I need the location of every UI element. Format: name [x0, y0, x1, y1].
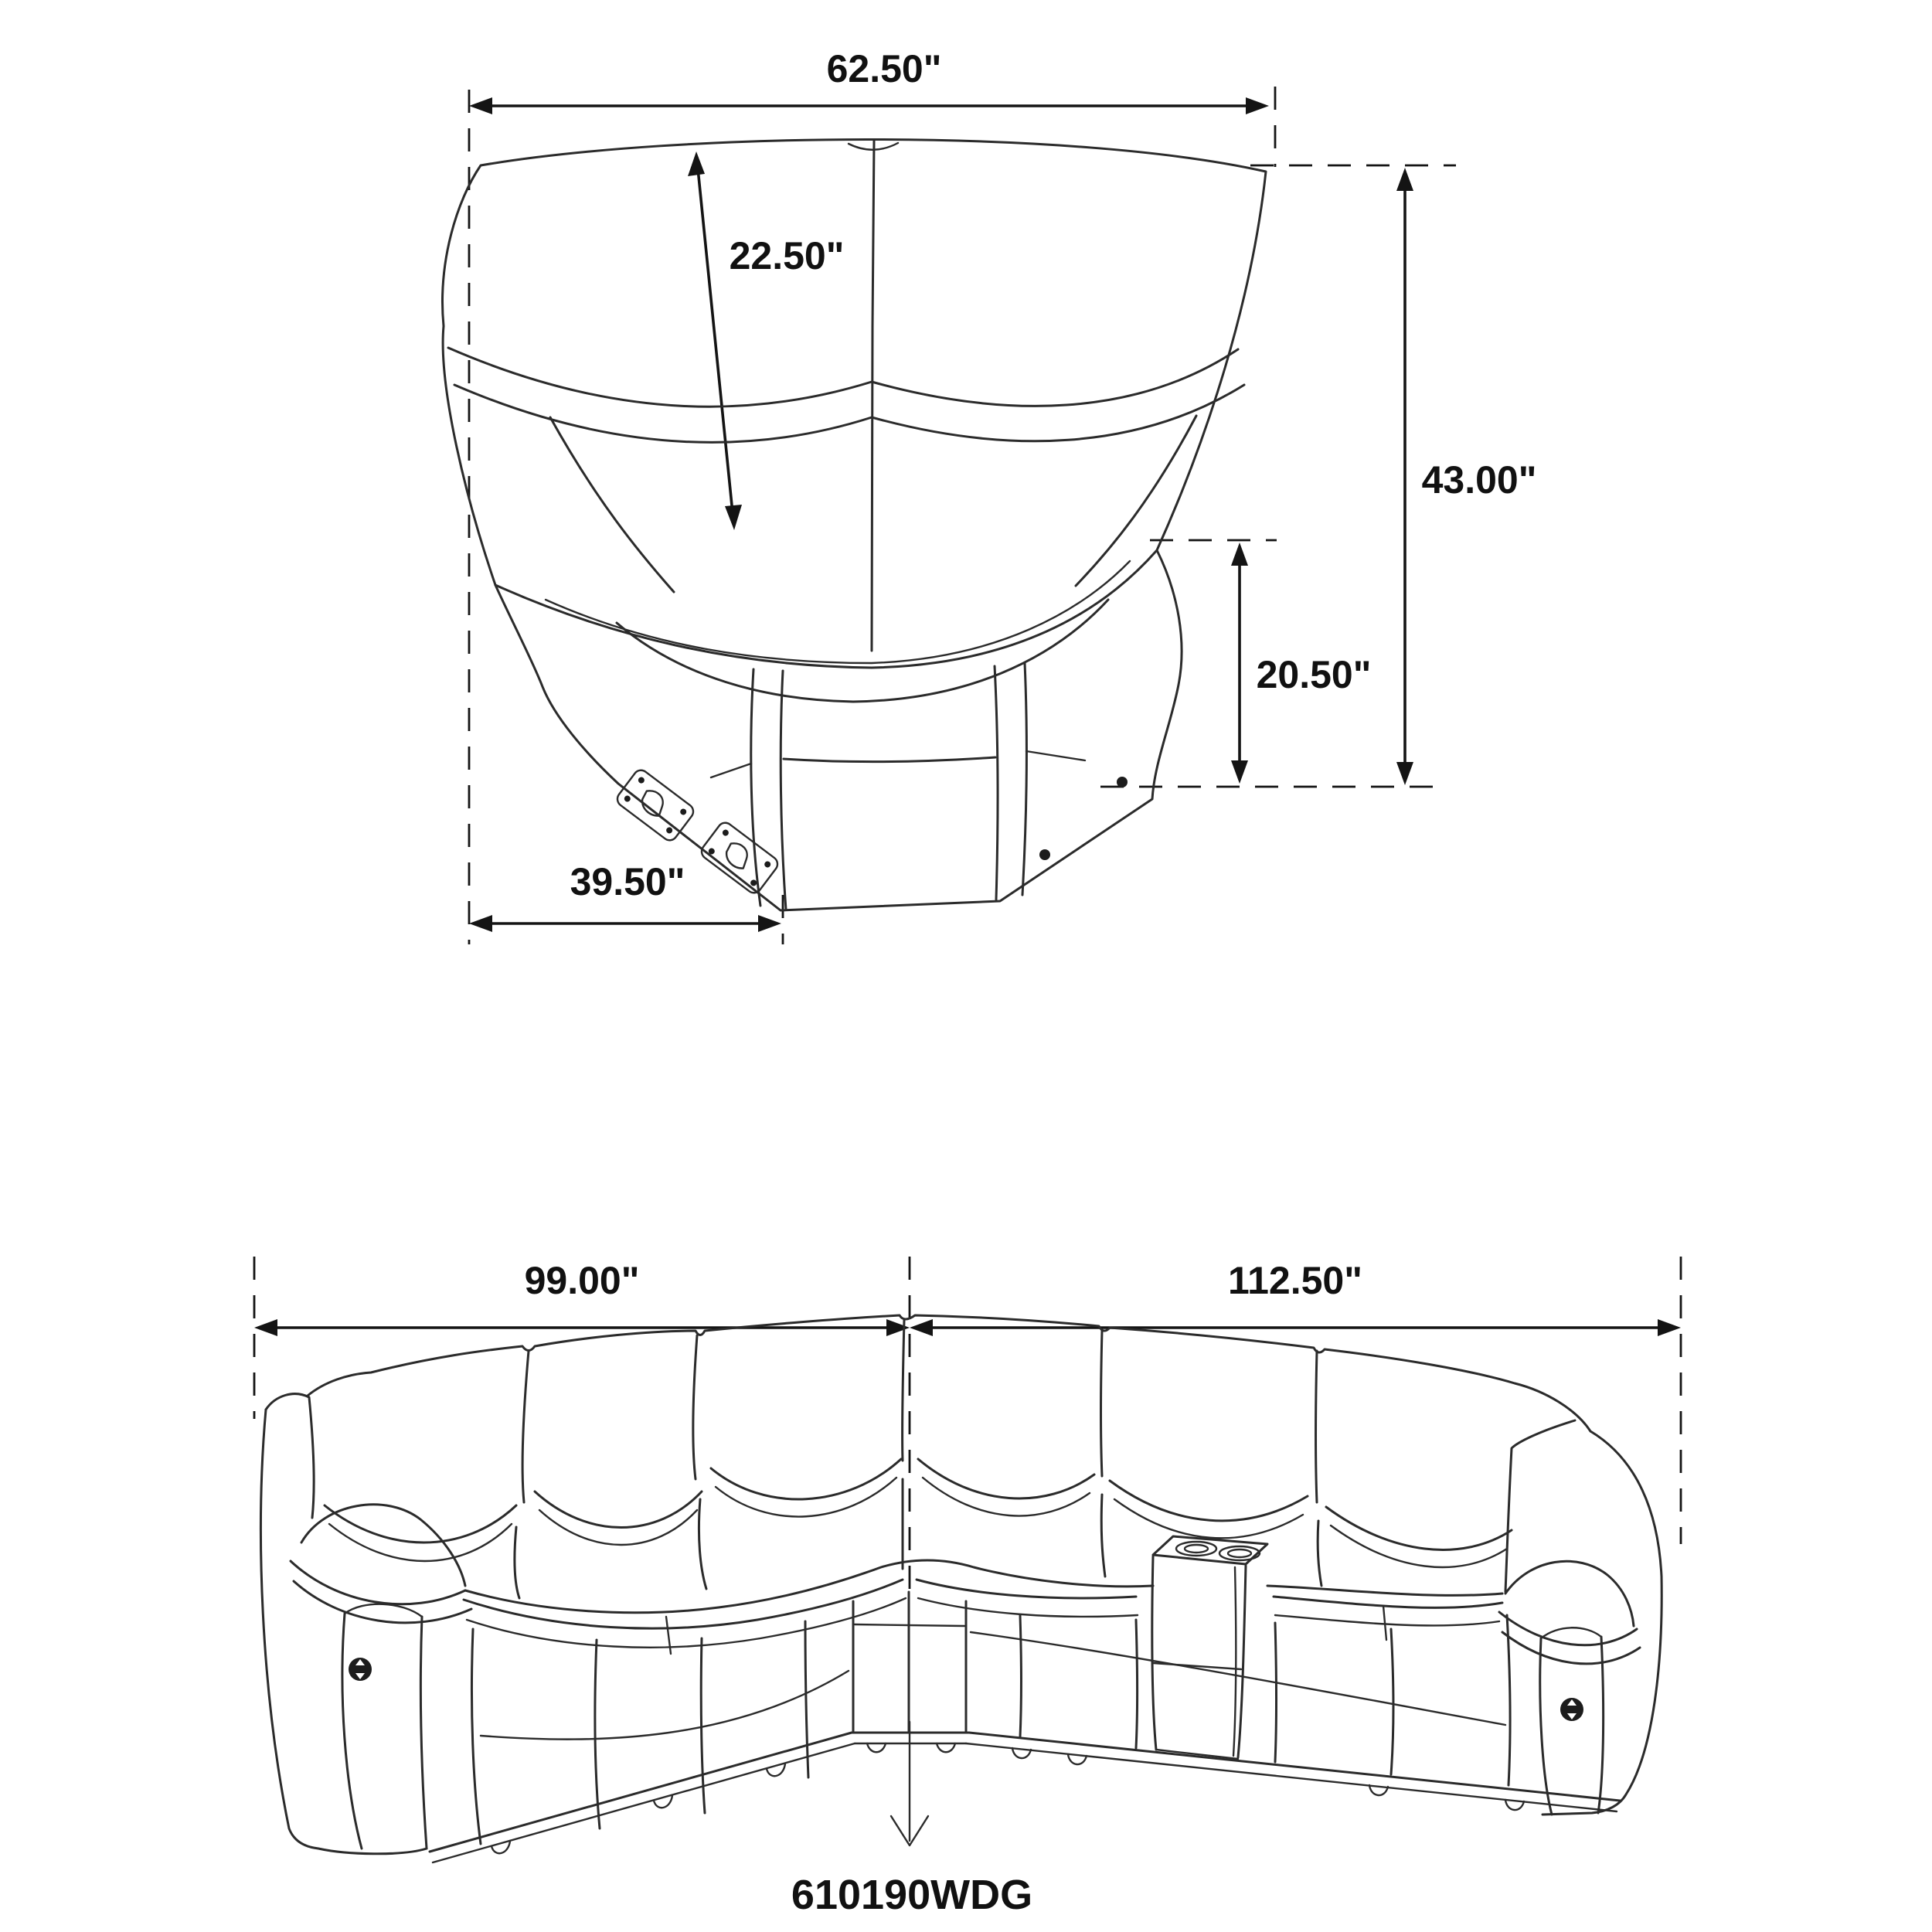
seat-front-arc	[617, 600, 1108, 702]
bracket-rivet	[764, 860, 772, 869]
arrowhead-right-icon	[1658, 1319, 1681, 1336]
model-number-label: 610190WDG	[791, 1872, 1033, 1918]
seam-c2c3	[693, 1335, 706, 1589]
skirt-seam-5	[1020, 1615, 1022, 1737]
dimension-label-overall-width: 62.50"	[826, 47, 942, 90]
seam-corner	[903, 1320, 904, 1569]
seam-c1c2	[515, 1351, 529, 1598]
arrowhead-up-icon	[688, 151, 705, 176]
bracket-plate	[614, 767, 696, 843]
left-arm-face-left	[342, 1614, 362, 1849]
seam-c5c6	[1316, 1351, 1322, 1586]
arrowhead-right-icon	[886, 1319, 910, 1336]
dimension-overall-width	[469, 47, 1269, 114]
foot	[867, 1743, 886, 1752]
dimension-label-back-height: 22.50"	[729, 234, 845, 277]
arrowhead-left-icon	[910, 1319, 933, 1336]
rail-upper	[430, 1733, 852, 1852]
foot	[937, 1743, 955, 1752]
hinge-bracket-icon	[699, 820, 781, 896]
bracket-rivet	[721, 828, 730, 837]
back-seam-left	[550, 417, 674, 592]
skirt-seam-8	[1391, 1629, 1393, 1774]
seam-c4c5	[1101, 1331, 1106, 1577]
rail-lower	[433, 1743, 855, 1862]
corner-wedge-artwork	[443, 139, 1266, 910]
dimension-seat-height	[1231, 543, 1371, 784]
front-seam-1	[751, 669, 760, 906]
dimension-overall-height	[1396, 168, 1536, 785]
headrest-band-lower	[454, 385, 1244, 442]
skirt-horizontal-corner	[855, 1624, 964, 1626]
arrowhead-up-icon	[1396, 168, 1413, 191]
dimension-base-width	[469, 860, 781, 932]
arrowhead-left-icon	[254, 1319, 277, 1336]
wedge-outline	[443, 139, 1266, 910]
console-inner-edge	[1233, 1567, 1236, 1756]
seat-rim-outer	[495, 550, 1157, 668]
sectional-artwork	[260, 1315, 1662, 1862]
scoop-c5b	[1114, 1499, 1303, 1538]
skirt-horizontal-right	[971, 1632, 1505, 1725]
front-horizontal-seam	[784, 757, 995, 762]
screw-dot-icon	[1117, 777, 1128, 787]
arrowhead-up-icon	[1231, 543, 1248, 566]
skirt-seam-6	[1136, 1620, 1138, 1748]
dimension-line	[698, 168, 733, 513]
left-arm-face-right	[420, 1617, 427, 1849]
side-seam-tick-left	[711, 764, 751, 777]
scoop-c3	[711, 1459, 901, 1499]
skirt-seam-9	[1507, 1615, 1510, 1785]
skirt-seam-2	[595, 1640, 600, 1828]
bottom-rail-right	[966, 1733, 1620, 1811]
console	[1152, 1536, 1267, 1759]
right-armrest-top	[1505, 1561, 1634, 1626]
dimension-right-length	[910, 1259, 1681, 1336]
seat-split-left	[666, 1617, 671, 1654]
seat-rim-inner	[546, 561, 1130, 663]
dimension-label-right-length: 112.50"	[1228, 1259, 1362, 1302]
bottom-rail-left	[430, 1733, 855, 1862]
power-button-icon	[349, 1658, 372, 1681]
skirt-horizontal-left	[481, 1671, 849, 1740]
scoop-c3b	[716, 1478, 896, 1517]
cupholder-icon	[1176, 1542, 1216, 1556]
arrowhead-right-icon	[758, 915, 781, 932]
arrowhead-down-icon	[1231, 760, 1248, 784]
bracket-plate	[699, 820, 781, 896]
dimension-label-seat-height: 20.50"	[1256, 653, 1372, 696]
rail-upper	[969, 1733, 1620, 1801]
front-seam-4	[1022, 663, 1026, 895]
arrowhead-down-icon	[1396, 762, 1413, 785]
bracket-rivet	[637, 776, 645, 784]
skirt-seam-1	[471, 1629, 481, 1844]
right-armrest-swoosh-2	[1502, 1632, 1640, 1664]
scoop-c2	[535, 1492, 702, 1528]
headrest-band-upper	[448, 348, 1238, 406]
cupholder-icon	[1219, 1546, 1260, 1560]
right-arm-face-left	[1540, 1638, 1552, 1815]
scoop-c6b	[1331, 1526, 1507, 1567]
dimension-left-length	[254, 1259, 910, 1336]
console-front-right-edge	[1238, 1566, 1246, 1757]
arrowhead-left-icon	[469, 97, 492, 114]
dimension-label-base-width: 39.50"	[570, 860, 685, 903]
screw-dot-icon	[1039, 849, 1050, 860]
scoop-c1	[325, 1505, 516, 1543]
left-armrest-top	[301, 1505, 465, 1586]
seat-split-right	[1383, 1606, 1386, 1640]
dimension-label-overall-height: 43.00"	[1421, 458, 1537, 502]
bracket-rivet	[623, 794, 631, 803]
hinge-bracket-icon	[614, 767, 696, 843]
corner-wedge-diagram	[443, 47, 1537, 944]
scoop-c6	[1326, 1507, 1512, 1549]
center-back-seam	[872, 141, 874, 651]
side-seam-tick-right	[1026, 751, 1085, 760]
skirt-seam-7	[1275, 1623, 1277, 1762]
back-top-edge	[308, 1315, 1590, 1431]
dimension-back-cushion-height	[688, 151, 844, 530]
dimension-label-left-length: 99.00"	[524, 1259, 640, 1302]
arrowhead-right-icon	[1246, 97, 1269, 114]
left-arm-top	[266, 1394, 314, 1518]
front-seam-3	[995, 666, 998, 900]
bracket-cam	[637, 787, 669, 818]
right-arm-face-top	[1541, 1628, 1601, 1638]
front-seam-2	[781, 671, 786, 910]
skirt-seam-4	[805, 1621, 808, 1777]
sectional-diagram	[254, 1257, 1681, 1918]
bracket-rivet	[679, 808, 688, 816]
power-button-icon	[1560, 1698, 1583, 1721]
arrowhead-left-icon	[469, 915, 492, 932]
seat-front-roll-right-2	[918, 1598, 1499, 1625]
arrowhead-down-icon	[725, 505, 742, 530]
rail-lower	[966, 1743, 1617, 1811]
seat-back-edge	[465, 1560, 1502, 1613]
